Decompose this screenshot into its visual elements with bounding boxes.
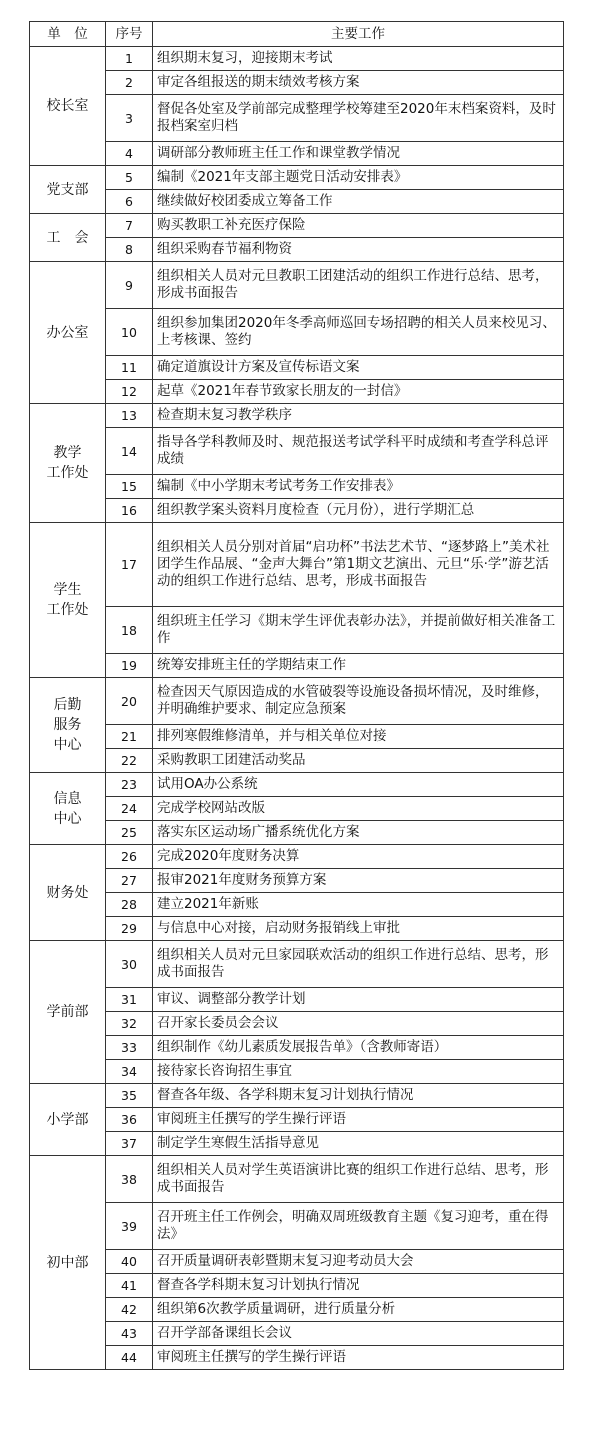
seq-cell: 15 <box>106 475 153 499</box>
table-row <box>30 941 564 988</box>
seq-cell: 37 <box>106 1132 153 1156</box>
table-row <box>30 404 564 428</box>
task-cell: 组织相关人员对学生英语演讲比赛的组织工作进行总结、思考，形成书面报告 <box>153 1156 564 1203</box>
task-cell: 与信息中心对接，启动财务报销线上审批 <box>153 917 564 941</box>
seq-cell: 13 <box>106 404 153 428</box>
seq-cell: 34 <box>106 1060 153 1084</box>
seq-cell: 5 <box>106 166 153 190</box>
task-cell: 组织制作《幼儿素质发展报告单》（含教师寄语） <box>153 1036 564 1060</box>
seq-cell: 35 <box>106 1084 153 1108</box>
task-cell: 召开质量调研表彰暨期末复习迎考动员大会 <box>153 1250 564 1274</box>
task-cell: 制定学生寒假生活指导意见 <box>153 1132 564 1156</box>
unit-cell: 财务处 <box>30 845 106 941</box>
task-cell: 审议、调整部分教学计划 <box>153 988 564 1012</box>
table-row <box>30 1132 564 1156</box>
table-row <box>30 678 564 725</box>
table-row <box>30 380 564 404</box>
seq-cell: 32 <box>106 1012 153 1036</box>
task-cell: 召开班主任工作例会，明确双周班级教育主题《复习迎考，重在得法》 <box>153 1203 564 1250</box>
seq-cell: 16 <box>106 499 153 523</box>
seq-cell: 42 <box>106 1298 153 1322</box>
table-row <box>30 1084 564 1108</box>
table-row <box>30 475 564 499</box>
task-cell: 排列寒假维修清单，并与相关单位对接 <box>153 725 564 749</box>
header-unit: 单 位 <box>30 22 106 47</box>
table-row <box>30 142 564 166</box>
task-cell: 完成学校网站改版 <box>153 797 564 821</box>
task-cell: 组织班主任学习《期末学生评优表彰办法》，并提前做好相关准备工作 <box>153 607 564 654</box>
work-plan-table <box>29 21 564 1370</box>
task-cell: 调研部分教师班主任工作和课堂教学情况 <box>153 142 564 166</box>
table-row <box>30 1012 564 1036</box>
unit-cell: 党支部 <box>30 166 106 214</box>
seq-cell: 30 <box>106 941 153 988</box>
table-row <box>30 1203 564 1250</box>
seq-cell: 41 <box>106 1274 153 1298</box>
task-cell: 审阅班主任撰写的学生操行评语 <box>153 1108 564 1132</box>
task-cell: 继续做好校团委成立筹备工作 <box>153 190 564 214</box>
task-cell: 指导各学科教师及时、规范报送考试学科平时成绩和考查学科总评成绩 <box>153 428 564 475</box>
table-row <box>30 749 564 773</box>
seq-cell: 26 <box>106 845 153 869</box>
table-row <box>30 845 564 869</box>
task-cell: 审阅班主任撰写的学生操行评语 <box>153 1346 564 1370</box>
header-seq: 序号 <box>106 22 153 47</box>
unit-cell: 学前部 <box>30 941 106 1084</box>
seq-cell: 10 <box>106 309 153 356</box>
table-row <box>30 607 564 654</box>
seq-cell: 20 <box>106 678 153 725</box>
seq-cell: 29 <box>106 917 153 941</box>
table-row <box>30 893 564 917</box>
table-row <box>30 190 564 214</box>
table-row <box>30 71 564 95</box>
seq-cell: 25 <box>106 821 153 845</box>
task-cell: 组织参加集团2020年冬季高师巡回专场招聘的相关人员来校见习、上考核课、签约 <box>153 309 564 356</box>
seq-cell: 39 <box>106 1203 153 1250</box>
task-cell: 召开家长委员会会议 <box>153 1012 564 1036</box>
table-row <box>30 1298 564 1322</box>
seq-cell: 36 <box>106 1108 153 1132</box>
seq-cell: 7 <box>106 214 153 238</box>
task-cell: 编制《中小学期末考试考务工作安排表》 <box>153 475 564 499</box>
table-row <box>30 262 564 309</box>
task-cell: 检查期末复习教学秩序 <box>153 404 564 428</box>
table-row <box>30 1322 564 1346</box>
task-cell: 组织相关人员分别对首届“启功杯”书法艺术节、“逐梦路上”美术社团学生作品展、“金声大舞台”第1期文艺演出、元旦“乐·学”游艺活动的组织工作进行总结、思考，形成书面报告 <box>153 523 564 607</box>
seq-cell: 8 <box>106 238 153 262</box>
seq-cell: 11 <box>106 356 153 380</box>
task-cell: 接待家长咨询招生事宜 <box>153 1060 564 1084</box>
task-cell: 督促各处室及学前部完成整理学校筹建至2020年末档案资料，及时报档案室归档 <box>153 95 564 142</box>
task-cell: 采购教职工团建活动奖品 <box>153 749 564 773</box>
task-cell: 督查各学科期末复习计划执行情况 <box>153 1274 564 1298</box>
table-row <box>30 917 564 941</box>
task-cell: 组织采购春节福利物资 <box>153 238 564 262</box>
table-row <box>30 797 564 821</box>
task-cell: 督查各年级、各学科期末复习计划执行情况 <box>153 1084 564 1108</box>
task-cell: 确定道旗设计方案及宣传标语文案 <box>153 356 564 380</box>
table-row <box>30 988 564 1012</box>
table-row <box>30 356 564 380</box>
task-cell: 检查因天气原因造成的水管破裂等设施设备损坏情况，及时维修，并明确维护要求、制定应急预案 <box>153 678 564 725</box>
seq-cell: 22 <box>106 749 153 773</box>
task-cell: 组织相关人员对元旦教职工团建活动的组织工作进行总结、思考，形成书面报告 <box>153 262 564 309</box>
unit-cell: 校长室 <box>30 47 106 166</box>
seq-cell: 31 <box>106 988 153 1012</box>
seq-cell: 43 <box>106 1322 153 1346</box>
table-body <box>30 47 564 1370</box>
header-work: 主要工作 <box>153 22 564 47</box>
task-cell: 试用OA办公系统 <box>153 773 564 797</box>
table-row <box>30 1108 564 1132</box>
table-row <box>30 523 564 607</box>
table-row <box>30 1250 564 1274</box>
table-row <box>30 1036 564 1060</box>
table-row <box>30 499 564 523</box>
unit-cell: 工 会 <box>30 214 106 262</box>
task-cell: 起草《2021年春节致家长朋友的一封信》 <box>153 380 564 404</box>
table-row <box>30 166 564 190</box>
table-row <box>30 773 564 797</box>
task-cell: 编制《2021年支部主题党日活动安排表》 <box>153 166 564 190</box>
unit-cell: 教学 工作处 <box>30 404 106 523</box>
seq-cell: 3 <box>106 95 153 142</box>
table-row <box>30 428 564 475</box>
task-cell: 落实东区运动场广播系统优化方案 <box>153 821 564 845</box>
unit-cell: 学生 工作处 <box>30 523 106 678</box>
task-cell: 组织教学案头资料月度检查（元月份），进行学期汇总 <box>153 499 564 523</box>
task-cell: 审定各组报送的期末绩效考核方案 <box>153 71 564 95</box>
table-row <box>30 238 564 262</box>
seq-cell: 1 <box>106 47 153 71</box>
table-row <box>30 869 564 893</box>
unit-cell: 初中部 <box>30 1156 106 1370</box>
table-row <box>30 1346 564 1370</box>
seq-cell: 17 <box>106 523 153 607</box>
task-cell: 统筹安排班主任的学期结束工作 <box>153 654 564 678</box>
seq-cell: 21 <box>106 725 153 749</box>
task-cell: 建立2021年新账 <box>153 893 564 917</box>
seq-cell: 28 <box>106 893 153 917</box>
seq-cell: 6 <box>106 190 153 214</box>
task-cell: 组织相关人员对元旦家园联欢活动的组织工作进行总结、思考，形成书面报告 <box>153 941 564 988</box>
seq-cell: 4 <box>106 142 153 166</box>
table-row <box>30 309 564 356</box>
task-cell: 购买教职工补充医疗保险 <box>153 214 564 238</box>
unit-cell: 办公室 <box>30 262 106 404</box>
seq-cell: 2 <box>106 71 153 95</box>
seq-cell: 18 <box>106 607 153 654</box>
seq-cell: 38 <box>106 1156 153 1203</box>
table-row <box>30 47 564 71</box>
seq-cell: 14 <box>106 428 153 475</box>
table-row <box>30 1274 564 1298</box>
seq-cell: 9 <box>106 262 153 309</box>
seq-cell: 27 <box>106 869 153 893</box>
seq-cell: 23 <box>106 773 153 797</box>
unit-cell: 信息 中心 <box>30 773 106 845</box>
task-cell: 完成2020年度财务决算 <box>153 845 564 869</box>
header-row <box>30 22 564 47</box>
table-row <box>30 1156 564 1203</box>
task-cell: 报审2021年度财务预算方案 <box>153 869 564 893</box>
task-cell: 组织第6次教学质量调研，进行质量分析 <box>153 1298 564 1322</box>
table-row <box>30 95 564 142</box>
seq-cell: 12 <box>106 380 153 404</box>
table-row <box>30 725 564 749</box>
seq-cell: 24 <box>106 797 153 821</box>
unit-cell: 小学部 <box>30 1084 106 1156</box>
seq-cell: 44 <box>106 1346 153 1370</box>
seq-cell: 40 <box>106 1250 153 1274</box>
unit-cell: 后勤 服务 中心 <box>30 678 106 773</box>
table-row <box>30 1060 564 1084</box>
seq-cell: 33 <box>106 1036 153 1060</box>
seq-cell: 19 <box>106 654 153 678</box>
task-cell: 组织期末复习，迎接期末考试 <box>153 47 564 71</box>
table-row <box>30 821 564 845</box>
table-row <box>30 214 564 238</box>
table-row <box>30 654 564 678</box>
task-cell: 召开学部备课组长会议 <box>153 1322 564 1346</box>
